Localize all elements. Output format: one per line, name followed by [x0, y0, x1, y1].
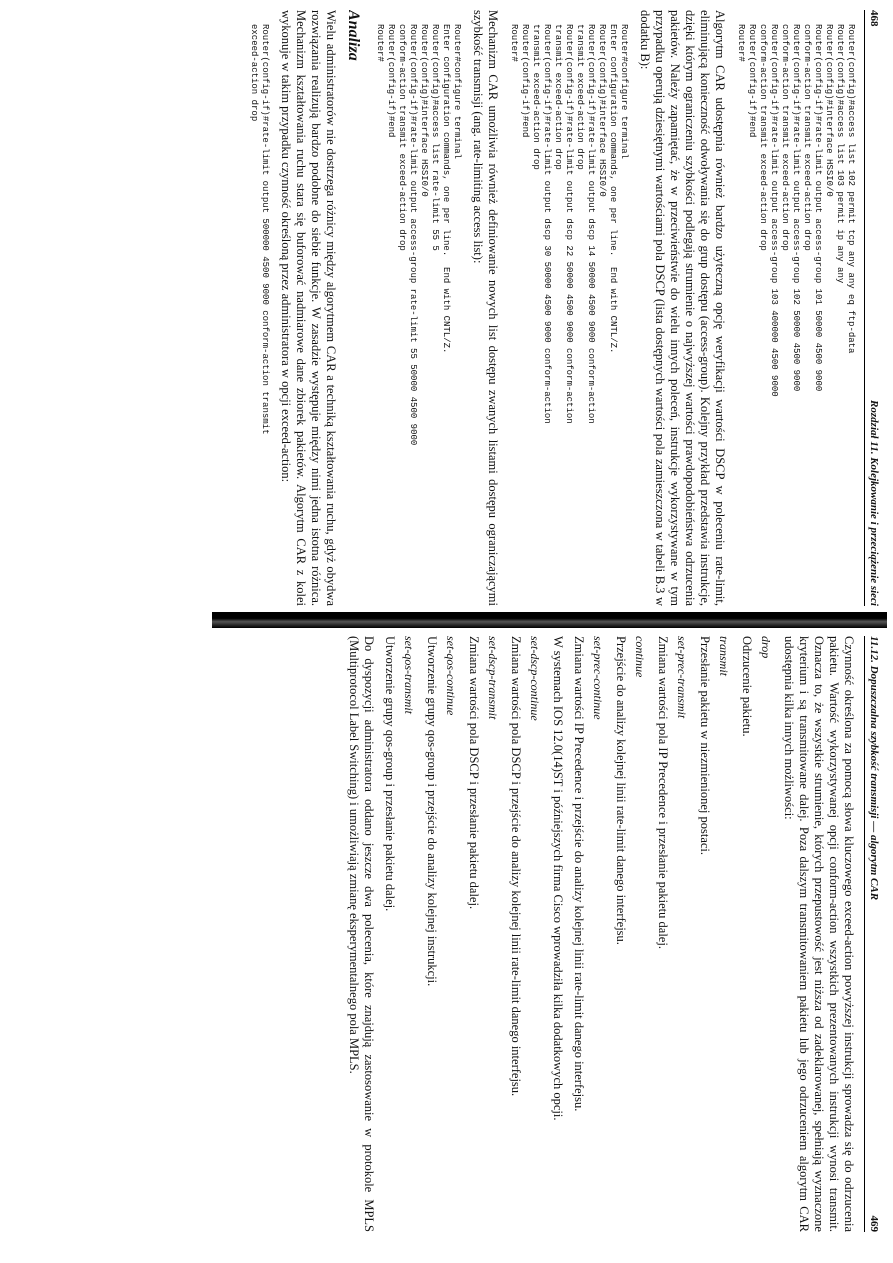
code-line: transmit exceed-action drop	[553, 24, 563, 170]
code-line: transmit exceed-action drop	[575, 24, 585, 170]
paragraph-dscp: Algorytm CAR udostępnia również bardzo użyteczną opcję weryfikacji wartości DSCP w poleceniu rate-limit, eliminującą konieczność odwoływania się do grup dostępu (access-group). Kolejny przykład przedstawia instrukcje, dzięki którym ograniczeniu szybkości podlegają strumienie o najwyższej wartości prawdopodobieństwa odrzucenia pakietów. Należy zapamiętać, że w przeciwieństwie do wielu innych poleceń, instrukcje wykorzystywane w tym przypadku operują dziesiętnymi wartościami pola DSCP (lista dostępnych wartości pola zamieszczona w tabeli B.3 w dodatku B):	[638, 10, 727, 606]
code-line: Router(config)#access list rate-limit 55 5	[430, 24, 440, 251]
code-line: Router(config-if)#end	[386, 24, 396, 138]
paragraph-exceed-action: Czynność określona za pomocą słowa kluczowego exceed-action powyższej instrukcji sprowadza się do odrzucenia pakietu. Wartość wykorzystywanej opcji conform-action wszystkich prezentowanych instrukcji wynosi transmit. Oznacza to, że wszystkie strumienie, których przepustowość jest niższa od zadeklarowanej, spełniają wyznaczone kryterium i są transmitowane dalej. Poza dalszym transmitowaniem pakietu lub jego odrzuceniem algorytm CAR udostępnia kilka innych możliwości:	[782, 636, 856, 1232]
option-item	[739, 636, 773, 1232]
code-line: Router#	[736, 24, 746, 62]
option-term: drop	[759, 636, 773, 659]
option-term: set-qos-transmit	[402, 636, 416, 714]
code-line: Router(config-if)#rate-limit output dscp 22 50000 4500 9000 conform-action	[564, 24, 574, 424]
code-line: Enter configuration commands, one per line. End with CNTL/Z.	[441, 24, 451, 354]
option-term: set-prec-continue	[591, 636, 605, 720]
option-term: transmit	[717, 636, 731, 677]
code-block-2	[508, 24, 629, 606]
code-line: Router(config-if)#rate-limit output 500000 4500 9000 conform-action transmit	[260, 24, 270, 435]
option-desc: Zmiana wartości IP Precedence i przejście do analizy kolejnej linii rate-limit danego interfejsu.	[572, 636, 586, 1112]
code-line: conform-action transmit exceed-action drop	[758, 24, 768, 251]
code-line: conform-action transmit exceed-action drop	[780, 24, 790, 251]
option-term: continue	[633, 636, 647, 678]
option-desc: Zmiana wartości pola DSCP i przejście do analizy kolejnej linii rate-limit danego interfejsu.	[509, 636, 523, 1097]
top-page-number: 468	[868, 10, 880, 27]
code-line: Router(config)#interface HSSI0/0	[824, 24, 834, 197]
option-item	[466, 636, 500, 1232]
option-desc: Odrzucenie pakietu.	[740, 636, 754, 737]
book-spine	[212, 612, 887, 628]
bottom-page-content	[20, 636, 880, 1232]
code-line: conform-action transmit exceed-action drop	[802, 24, 812, 251]
code-line: transmit exceed-action drop	[531, 24, 541, 170]
code-line: exceed-action drop	[249, 24, 259, 122]
bottom-book-page	[0, 636, 893, 1251]
code-line: Router#configure terminal	[619, 24, 629, 160]
option-term: set-prec-transmit	[675, 636, 689, 719]
option-desc: Utworzenie grupy qos-group i przejście do analizy kolejnej instrukcji.	[425, 636, 439, 987]
code-line: conform-action transmit exceed-action drop	[397, 24, 407, 251]
option-item	[697, 636, 731, 1232]
code-block-1	[735, 24, 856, 606]
option-term: set-dscp-continue	[528, 636, 542, 721]
code-line: Router(config)#interface HSSI0/0	[597, 24, 607, 197]
option-desc: Zmiana wartości pola IP Precedence i przesłanie pakietu dalej.	[656, 636, 670, 949]
code-block-3	[374, 24, 462, 606]
option-desc: Zmiana wartości pola DSCP i przesłanie pakietu dalej.	[467, 636, 481, 910]
code-line: Router(config-if)#rate-limit output access-group 103 400000 4500 9000	[769, 24, 779, 397]
paragraph-analiza: Wielu administratorów nie dostrzega różnicy między algorytmem CAR a techniką kształtowania ruchu, gdyż obydwa rozwiązania realizują bardzo podobne do siebie funkcje. W zasadzie występuje między nimi jedna istotna różnica. Mechanizm kształtowania ruchu stara się buforować nadmiarowe dane zbiorek pakietów. Algorytm CAR z kolei wykonuje w takim przypadku czynność określoną przez administratora w opcji exceed-action:	[279, 10, 338, 606]
paragraph-ios-options: W systemach IOS 12.0(14)ST i późniejszych firma Cisco wprowadziła kilka dodatkowych opcji.	[551, 636, 565, 1121]
code-line: Router(config-if)#end	[520, 24, 530, 138]
option-item	[424, 636, 458, 1232]
section-title-analiza: Analiza	[345, 10, 362, 61]
option-desc: Przejście do analizy kolejnej linii rate-limit danego interfejsu.	[614, 636, 628, 945]
option-item	[655, 636, 689, 1232]
code-line: Router#configure terminal	[452, 24, 462, 160]
options-list-1	[571, 636, 773, 1232]
code-line: Router(config-if)#end	[747, 24, 757, 138]
bottom-page-number: 469	[868, 1215, 880, 1232]
option-item	[382, 636, 416, 1232]
code-line: Router(config-if)#rate-limit output dscp 14 50000 4500 9000 conform-action	[586, 24, 596, 424]
paragraph-mpls: Do dyspozycji administratora oddano jeszcze dwa polecenia, które znajdują zastosowanie w protokole MPLS (Multiprotocol Label Switching) i umożliwiają zmianę eksperymentalnego pola MPLS.	[347, 636, 376, 1232]
code-line: Enter configuration commands, one per line. End with CNTL/Z.	[608, 24, 618, 354]
code-line: Router(config)#access list 102 permit tcp any any eq ftp-data	[846, 24, 856, 354]
code-line: Router#	[375, 24, 385, 62]
top-running-header: Rozdział 11. Kolejkowanie i przeciążenie sieci	[868, 400, 880, 606]
paragraph-rate-limiting-list: Mechanizm CAR umożliwia również definiowanie nowych list dostępu zwanych listami dostępu ograniczającymi szybkość transmisji (ang. rate-limiting access list):	[471, 10, 500, 606]
option-desc: Przesłanie pakietu w niezmienionej postaci.	[698, 636, 712, 856]
code-line: Router(config-if)#rate-limit output dscp 30 50000 4500 9000 conform-action	[542, 24, 552, 424]
option-term: set-dscp-transmit	[486, 636, 500, 720]
bottom-page-header	[864, 636, 880, 1232]
top-book-page	[0, 10, 893, 625]
code-line: Router(config)#access list 103 permit ip any any	[835, 24, 845, 284]
bottom-running-header: 11.12. Dopuszczalna szybkość transmisji — algorytm CAR	[868, 636, 880, 901]
code-line: Router(config)#interface HSSI0/0	[419, 24, 429, 197]
option-term: set-qos-continue	[444, 636, 458, 716]
option-item	[613, 636, 647, 1232]
top-page-content	[20, 10, 880, 606]
option-item	[508, 636, 542, 1232]
code-line: Router(config-if)#rate-limit output access-group 101 50000 4500 9000	[813, 24, 823, 392]
options-list-2	[382, 636, 542, 1232]
code-block-4	[248, 24, 270, 606]
top-page-header	[864, 10, 880, 606]
option-item	[571, 636, 605, 1232]
code-line: Router(config-if)#rate-limit output access-group 102 50000 4500 9000	[791, 24, 801, 392]
code-line: Router#	[509, 24, 519, 62]
code-line: Router(config-if)#rate-limit output access-group rate-limit 55 50000 4500 9000	[408, 24, 418, 446]
option-desc: Utworzenie grupy qos-group i przesłanie pakietu dalej.	[383, 636, 397, 912]
